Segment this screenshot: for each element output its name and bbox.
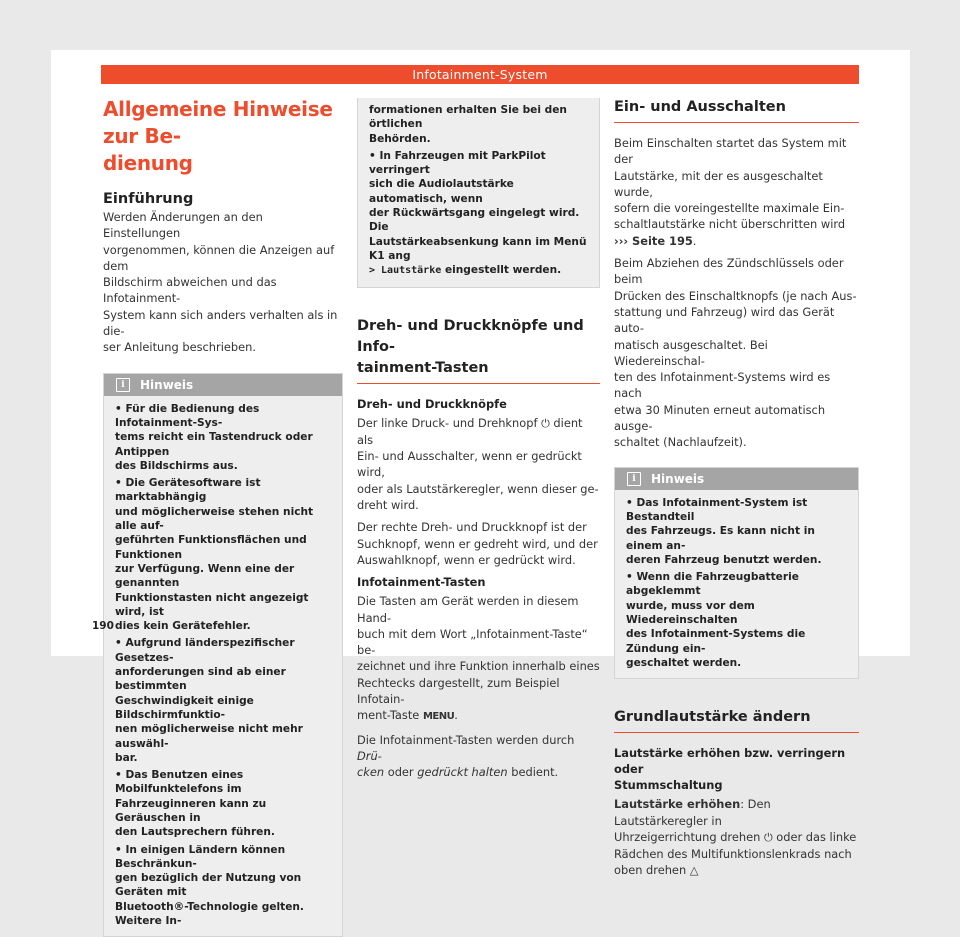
paragraph-volume-up: Lautstärke erhöhen: Den Lautstärkeregler in Uhrzeigerrichtung drehen ⏻ oder das linke Rädchen des Multifunktionslenkrads nach oben drehen △ [614,797,857,878]
hint-item: • Wenn die Fahrzeugbatterie abgeklemmt wurde, muss vor dem Wiedereinschalten des Infotainment-Systems die Zündung ein- geschaltet werden. [626,571,806,669]
power-icon: ⏻ [763,830,773,844]
hint-item: • Das Infotainment-System ist Bestandteil des Fahrzeugs. Es kann nicht in einem an- deren Fahrzeug benutzt werden. [626,496,822,566]
hint-item: • Aufgrund länderspezifischer Gesetzes- anforderungen sind ab einer bestimmten Geschwindigkeit einige Bildschirmfunktio- nen möglicherweise nicht mehr auswähl- bar. [115,637,303,764]
hint-body [358,98,599,287]
paragraph-switch-off: Beim Abziehen des Zündschlüssels oder beim Drücken des Einschaltknopfs (je nach Aus- stattung und Fahrzeug) wird das Gerät auto- matisch ausgeschaltet. Bei Wiedereinschal- ten des Infotainment-Systems wird es nach etwa 30 Minuten erneut automatisch ausge- schaltet (Nachlaufzeit). [614,256,857,450]
hint-item: • Die Gerätesoftware ist marktabhängig und möglicherweise stehen nicht alle auf- geführten Funktionsflächen und Funktionen zur Verfügung. Wenn eine der genannten Funktionstasten nicht angezeigt wird, ist dies kein Gerätefehler. [115,477,314,633]
hint-header [615,468,858,490]
paragraph-keys: Die Tasten am Gerät werden in diesem Hand- buch mit dem Wort „Infotainment-Taste“ be- zeichnet und ihre Funktion innerhalb eines Rechtecks dargestellt, zum Beispiel Infotain- ment-Taste MENU. [357,594,600,723]
hint-body [615,490,858,679]
subtitle-einfuehrung: Einführung [103,191,194,207]
hint-item: • In einigen Ländern können Beschränkun- gen bezüglich der Nutzung von Geräten mit Bluetooth®-Technologie gelten. Weitere In- [115,843,304,928]
triangle-up-icon: △ [689,863,699,878]
subheading-knobs: Dreh- und Druckknöpfe [357,396,507,411]
menu-key: MENU [422,711,455,723]
hint-header [104,374,342,396]
hint-box-2 [614,467,859,680]
hint-label: Hinweis [140,377,194,392]
subheading-infotainment-keys: Infotainment-Tasten [357,575,486,590]
page-title [103,96,343,177]
hint-body [104,396,342,937]
page-number: 190 [92,620,114,632]
hint-item: • Das Benutzen eines Mobilfunktelefons im Fahrzeuginneren kann zu Geräuschen in den Lautsprechern führen. [115,769,275,839]
paragraph-key-operation: Die Infotainment-Tasten werden durch Drü- cken oder gedrückt halten bedient. [357,732,575,780]
column-3 [614,97,859,879]
hint-item-continued: formationen erhalten Sie bei den örtlichen Behörden. [369,104,567,145]
paragraph-left-knob: Der linke Druck- und Drehknopf ⏻ dient als Ein- und Ausschalter, wenn er gedrückt wird, oder als Lautstärkeregler, wenn dieser ge- dreht wird. [357,415,599,513]
hint-box-continued [357,98,600,288]
page-reference-link[interactable]: ››› Seite 195 [614,233,693,248]
menu-path: > Lautstärke [369,265,442,277]
info-icon: i [116,378,130,392]
hint-item: • Für die Bedienung des Infotainment-Sys- tems reicht ein Tastendruck oder Antippen des Bildschirms aus. [115,402,313,472]
paragraph-right-knob: Der rechte Dreh- und Druckknopf ist der Suchknopf, wenn er gedreht wird, und der Auswahlknopf, wenn er gedrückt wird. [357,520,598,567]
title-line-2: dienung [103,151,193,175]
subheading-volume: Lautstärke erhöhen bzw. verringern oder Stummschaltung [614,746,846,793]
column-1 [103,96,343,937]
hint-box-1 [103,373,343,937]
menu-key: K1 ang [369,249,411,262]
chapter-header: Infotainment-System [101,65,859,84]
paragraph-switch-on: Beim Einschalten startet das System mit der Lautstärke, mit der es ausgeschaltet wurde, sofern die voreingestellte maximale Ein- schaltlautstärke nicht überschritten wird ››› Seite 195. [614,136,847,248]
section-heading-volume: Grundlautstärke ändern [614,707,859,733]
hint-label: Hinweis [651,471,705,486]
power-icon: ⏻ [541,416,550,430]
info-icon: i [627,472,641,486]
intro-paragraph: Werden Änderungen an den Einstellungen vorgenommen, können die Anzeigen auf dem Bildschirm abweichen und das Infotainment- System kann sich anders verhalten als in die- ser Anleitung beschrieben. [103,210,338,355]
section-heading: Dreh- und Druckknöpfe und Info- tainment-Tasten [357,316,600,384]
title-line-1: Allgemeine Hinweise zur Be- [103,97,333,148]
section-heading-on-off: Ein- und Ausschalten [614,97,859,123]
column-2 [357,98,600,781]
hint-item: • In Fahrzeugen mit ParkPilot verringert sich die Audiolautstärke automatisch, wenn der Rückwärtsgang eingelegt wird. Die Lautstärkeabsenkung kann im Menü K1 ang > Lautstärke eingestellt werden. [369,149,587,277]
